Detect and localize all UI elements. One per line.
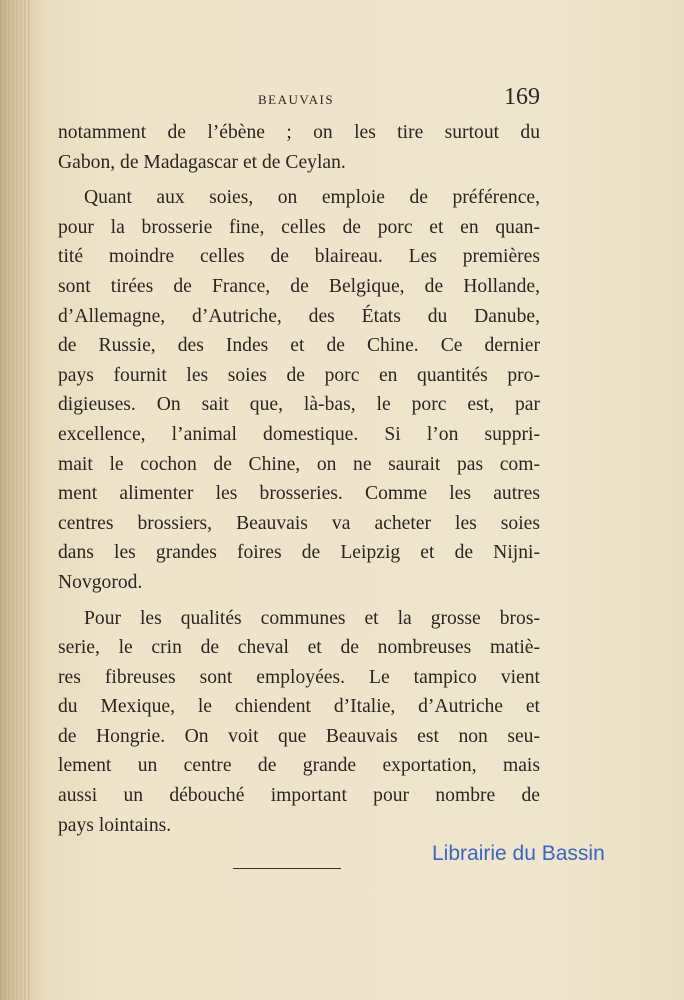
text-line: aussi un débouché important pour nombre de xyxy=(58,785,540,807)
text-line: lement un centre de grande exportation, mais xyxy=(58,755,540,777)
text-line: sont tirées de France, de Belgique, de Hollande, xyxy=(58,275,540,297)
text-line: notamment de l’ébène ; on les tire surtout du xyxy=(58,122,540,143)
text-line: pour la brosserie fine, celles de porc et en quan- xyxy=(58,216,540,238)
page-edge-shadow xyxy=(0,0,30,1000)
text-line: Pour les qualités communes et la grosse bros- xyxy=(84,607,540,629)
text-line: centres brossiers, Beauvais va acheter les soies xyxy=(58,512,540,534)
paragraph-1 xyxy=(58,118,540,177)
text-line: ment alimenter les brosseries. Comme les autres xyxy=(58,483,540,505)
watermark-label: Librairie du Bassin xyxy=(432,842,605,865)
page-number: 169 xyxy=(504,84,540,110)
text-line: res fibreuses sont employées. Le tampico vient xyxy=(58,666,540,688)
text-line: de Hongrie. On voit que Beauvais est non seu- xyxy=(58,725,540,747)
text-line: dans les grandes foires de Leipzig et de Nijni- xyxy=(58,542,540,564)
text-line: du Mexique, le chiendent d’Italie, d’Autriche et xyxy=(58,696,540,718)
text-line: Novgorod. xyxy=(58,571,143,593)
page-header xyxy=(60,84,540,118)
text-line: Quant aux soies, on emploie de préférence, xyxy=(84,187,540,209)
text-line: serie, le crin de cheval et de nombreuses matiè- xyxy=(58,637,540,659)
text-line: mait le cochon de Chine, on ne saurait pas com- xyxy=(58,453,540,475)
paragraph-2 xyxy=(58,183,540,597)
text-line: excellence, l’animal domestique. Si l’on suppri- xyxy=(58,423,540,445)
end-rule-divider xyxy=(233,868,341,869)
text-line: tité moindre celles de blaireau. Les premières xyxy=(58,246,540,268)
text-line: d’Allemagne, d’Autriche, des États du Danube, xyxy=(58,305,540,327)
running-title: BEAUVAIS xyxy=(258,92,335,107)
paragraph-3 xyxy=(58,604,540,841)
text-line: pays fournit les soies de porc en quantités pro- xyxy=(58,364,540,386)
body-text xyxy=(58,118,540,840)
text-line: de Russie, des Indes et de Chine. Ce dernier xyxy=(58,335,540,357)
text-line: pays lointains. xyxy=(58,814,172,836)
text-line: Gabon, de Madagascar et de Ceylan. xyxy=(58,151,346,173)
text-line: digieuses. On sait que, là-bas, le porc est, par xyxy=(58,394,540,416)
